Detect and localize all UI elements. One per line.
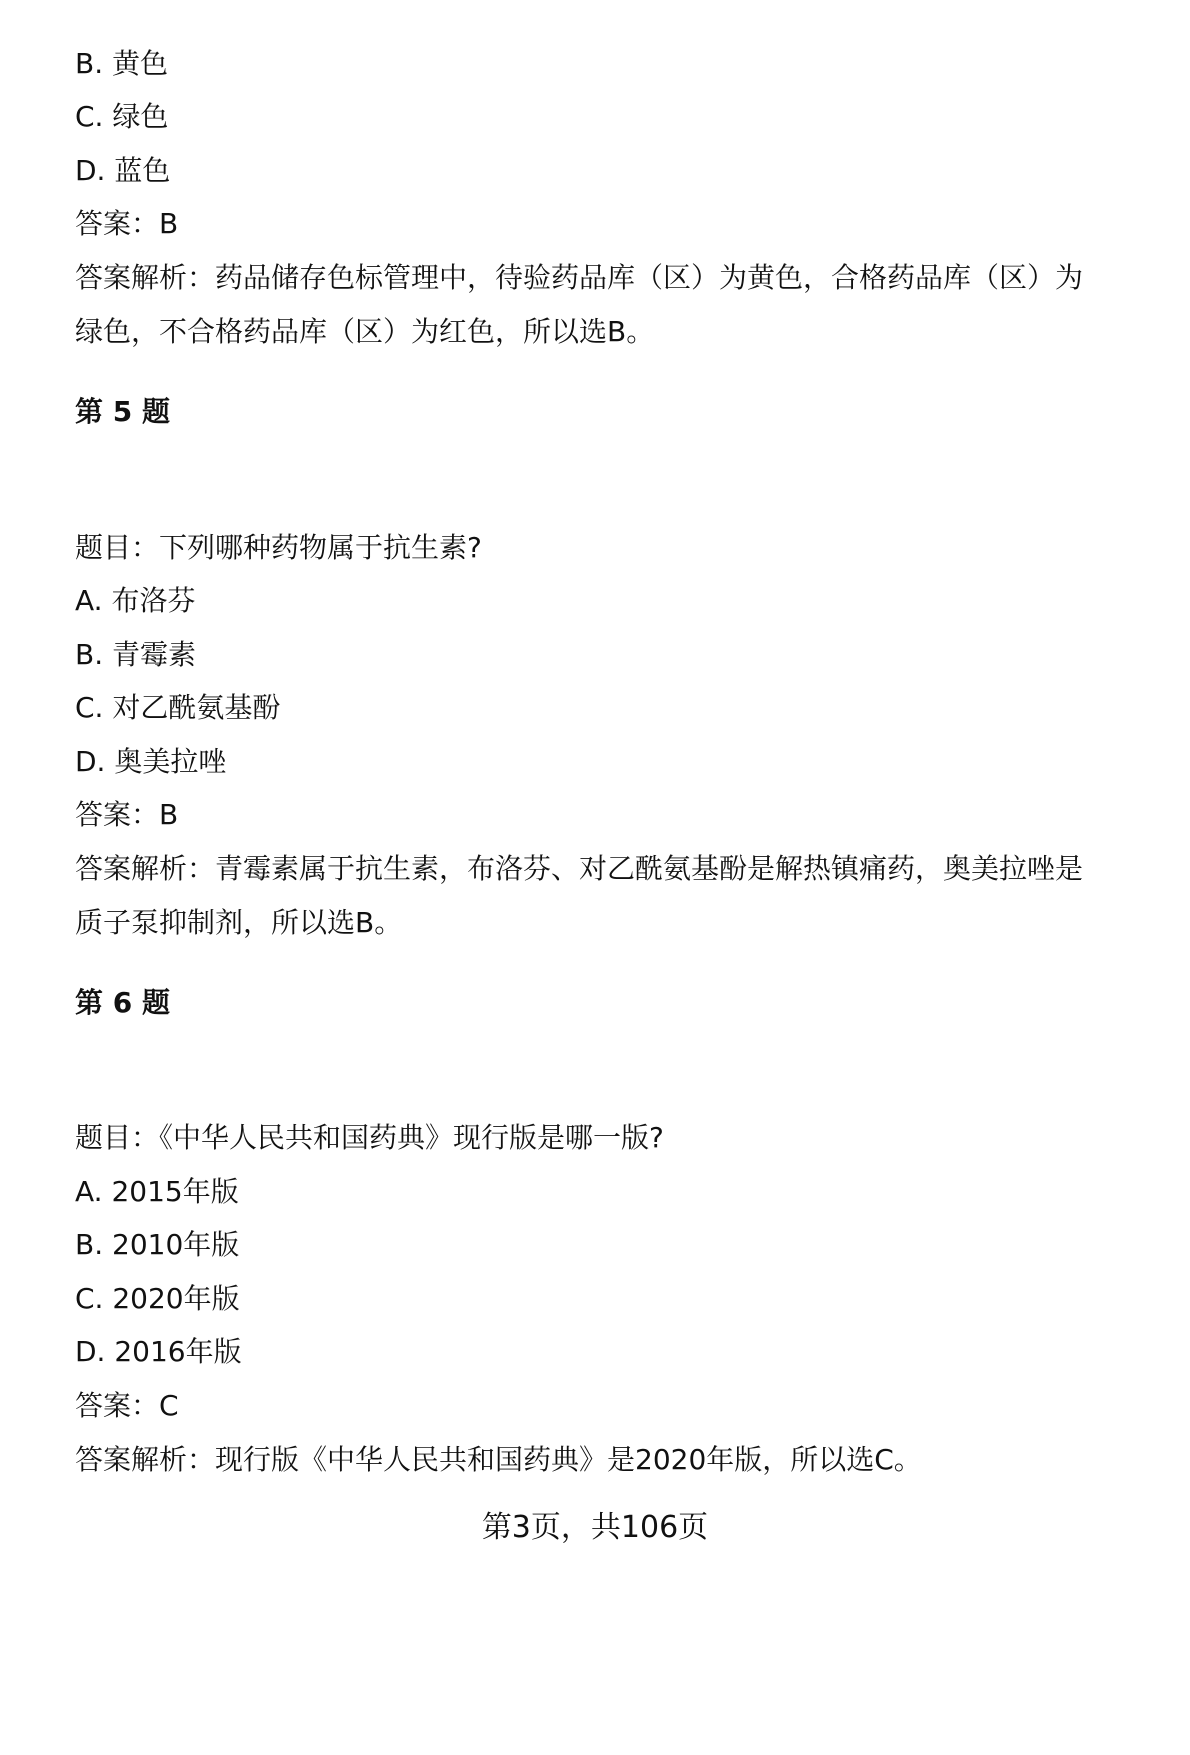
option-b: B. 青霉素 bbox=[75, 638, 197, 671]
question-heading: 第 6 题 bbox=[75, 986, 170, 1019]
question-heading: 第 5 题 bbox=[75, 395, 170, 428]
option-b: B. 2010年版 bbox=[75, 1228, 240, 1261]
option-c: C. 对乙酰氨基酚 bbox=[75, 691, 281, 724]
question-text: 题目：下列哪种药物属于抗生素? bbox=[75, 531, 482, 564]
option-b: B. 黄色 bbox=[75, 47, 169, 80]
question-text: 题目：《中华人民共和国药典》现行版是哪一版? bbox=[75, 1121, 664, 1154]
option-d: D. 蓝色 bbox=[75, 154, 171, 187]
option-a: A. 2015年版 bbox=[75, 1175, 239, 1208]
explanation-line-2: 质子泵抑制剂，所以选B。 bbox=[75, 906, 403, 939]
option-d: D. 2016年版 bbox=[75, 1335, 242, 1368]
answer: 答案：C bbox=[75, 1389, 179, 1422]
option-d: D. 奥美拉唑 bbox=[75, 745, 227, 778]
explanation-line-2: 绿色，不合格药品库（区）为红色，所以选B。 bbox=[75, 315, 655, 348]
option-c: C. 2020年版 bbox=[75, 1282, 240, 1315]
answer: 答案：B bbox=[75, 207, 179, 240]
answer: 答案：B bbox=[75, 798, 179, 831]
explanation-line-1: 答案解析：青霉素属于抗生素，布洛芬、对乙酰氨基酚是解热镇痛药，奥美拉唑是 bbox=[75, 852, 1084, 885]
option-a: A. 布洛芬 bbox=[75, 584, 196, 617]
page-number: 第3页，共106页 bbox=[481, 1510, 709, 1545]
explanation-line-1: 答案解析：药品储存色标管理中，待验药品库（区）为黄色，合格药品库（区）为 bbox=[75, 261, 1084, 294]
explanation-line-1: 答案解析：现行版《中华人民共和国药典》是2020年版，所以选C。 bbox=[75, 1443, 922, 1476]
option-c: C. 绿色 bbox=[75, 100, 169, 133]
